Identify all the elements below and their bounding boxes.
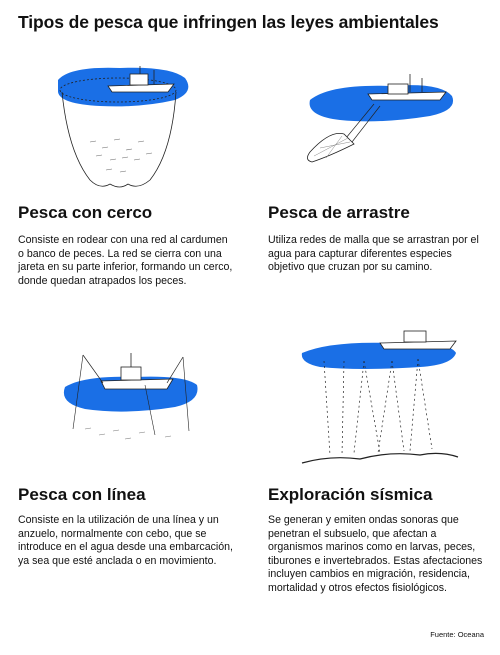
section-text-linea: Consiste en la utilización de una línea y un anzuelo, normalmente con cebo, que se introduce en el agua desde una embarcación, ya sea que esté anclada o en movimiento. <box>18 514 233 567</box>
page-title: Tipos de pesca que infringen las leyes ambientales <box>18 12 439 32</box>
section-text-cerco: Consiste en rodear con una red al cardumen o banco de peces. La red se cierra con una jareta en su parte inferior, formando un cerco, donde quedan atrapados los peces. <box>18 234 233 287</box>
seismic-illustration <box>300 325 460 475</box>
line-fishing-illustration <box>55 345 205 455</box>
source-credit: Fuente: Oceana <box>430 630 484 639</box>
trawl-illustration <box>290 70 460 170</box>
section-heading-cerco: Pesca con cerco <box>18 203 153 222</box>
section-text-sismica: Se generan y emiten ondas sonoras que penetran el subsuelo, que afectan a organismos marinos como en larvas, peces, tiburones e invertebrados. Estas afectaciones incluyen cambios en migración, residencia, mortalidad y otros efectos fisiológicos. <box>268 514 483 594</box>
section-heading-sismica: Exploración sísmica <box>268 485 433 504</box>
purse-seine-illustration <box>50 62 200 192</box>
section-text-arrastre: Utiliza redes de malla que se arrastran por el agua para capturar diferentes especies objetivo que cruzan por su camino. <box>268 234 479 274</box>
section-heading-linea: Pesca con línea <box>18 485 146 504</box>
section-heading-arrastre: Pesca de arrastre <box>268 203 410 222</box>
